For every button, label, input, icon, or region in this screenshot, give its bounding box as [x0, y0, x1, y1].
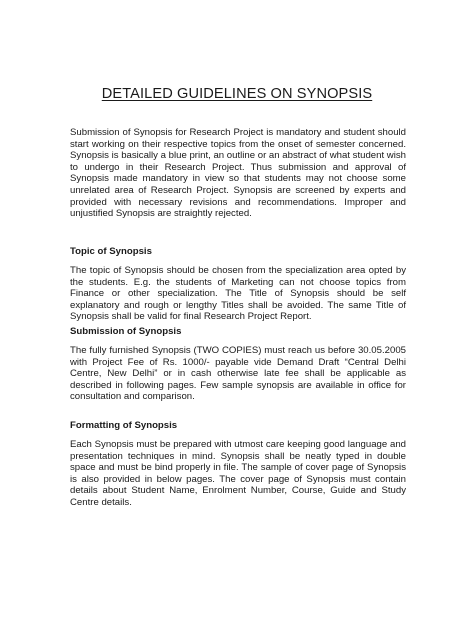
- section-paragraph: Each Synopsis must be prepared with utmost care keeping good language and presentation techniques in mind. Synopsis shall be neatly typed in double space and must be bind properly in file. The sample of cover page of Synopsis is also provided in below pages. The cover page of Synopsis must contain details about Student Name, Enrolment Number, Course, Guide and Study Centre details.: [70, 439, 406, 508]
- formatting-section: [70, 420, 406, 509]
- document-title: DETAILED GUIDELINES ON SYNOPSIS: [101, 86, 373, 102]
- intro-section: [70, 127, 406, 220]
- submission-section: [70, 326, 406, 403]
- topic-section: [70, 246, 406, 323]
- section-heading: Submission of Synopsis: [70, 326, 182, 337]
- section-heading: Formatting of Synopsis: [70, 420, 178, 431]
- section-paragraph: The fully furnished Synopsis (TWO COPIES) must reach us before 30.05.2005 with Project Fee of Rs. 1000/- payable vide Demand Draft “Central Delhi Centre, New Delhi” or in cash otherwise late fee shall be applicable as described in following pages. Few sample synopsis are available in office for consultation and comparison.: [70, 345, 406, 403]
- section-paragraph: The topic of Synopsis should be chosen from the specialization area opted by the students. E.g. the students of Marketing can not choose topics from Finance or other specialization. The Title of Synopsis should be self explanatory and rough or lengthy Titles shall be avoided. The same Title of Synopsis shall be valid for final Research Project Report.: [70, 265, 406, 323]
- section-heading: Topic of Synopsis: [70, 246, 152, 257]
- intro-paragraph: Submission of Synopsis for Research Project is mandatory and student should start working on their respective topics from the onset of semester concerned. Synopsis is basically a blue print, an outline or an abstract of what student wish to undergo in their Research Project. Thus submission and approval of Synopsis made mandatory in view so that students may not choose some unrelated area of Research Project. Synopsis are screened by experts and provided with necessary revisions and recommendations. Improper and unjustified Synopsis are straightly rejected.: [70, 127, 406, 220]
